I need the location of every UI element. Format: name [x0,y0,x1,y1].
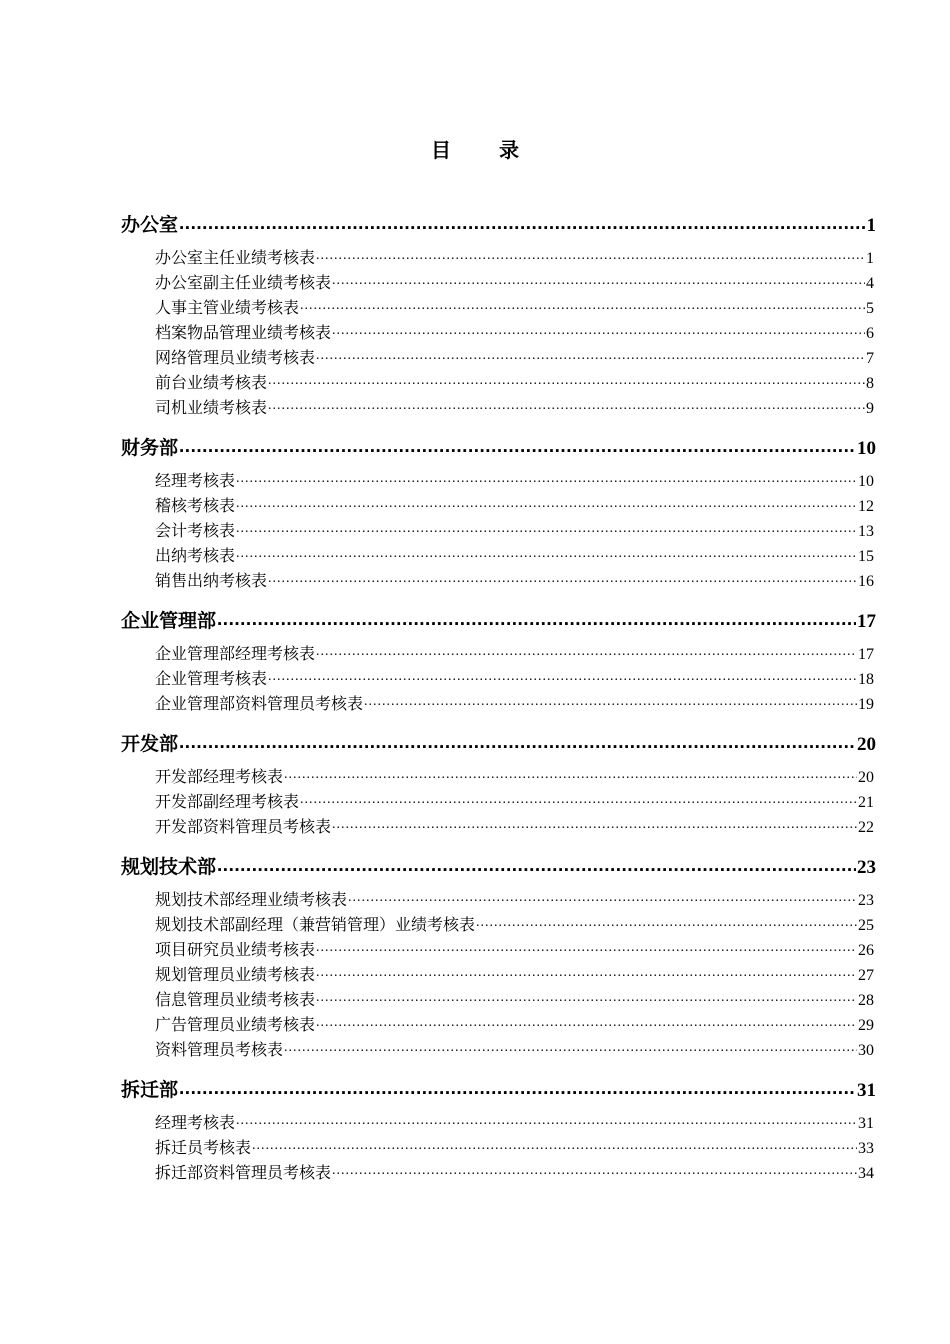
dot-leader [236,543,857,568]
dot-leader [284,1037,857,1062]
toc-subentry-list [121,465,876,593]
toc-subentry-label: 出纳考核表 [155,546,236,565]
toc-subentry-label: 拆迁部资料管理员考核表 [155,1163,332,1182]
toc-subentry-list [121,1107,876,1185]
dot-leader [217,852,856,884]
toc-subentry-label: 开发部资料管理员考核表 [155,817,332,836]
toc-subentry-page-number: 30 [858,1042,874,1059]
dot-leader [300,789,857,814]
toc-subentry[interactable] [121,814,876,839]
toc-subentry-page-number: 31 [858,1115,874,1132]
dot-leader [268,666,857,691]
toc-section-entry[interactable] [121,852,876,884]
dot-leader [476,912,857,937]
toc-section-page-number: 23 [857,857,876,878]
toc-section-page-number: 31 [857,1080,876,1101]
toc-subentry-page-number: 1 [866,250,874,267]
toc-subentry-label: 拆迁员考核表 [155,1138,252,1157]
toc-subentry-label: 资料管理员考核表 [155,1040,284,1059]
toc-subentry[interactable] [121,962,876,987]
toc-subentry[interactable] [121,887,876,912]
dot-leader [348,887,857,912]
toc-section-label: 开发部 [121,733,179,755]
toc-subentry-page-number: 8 [866,375,874,392]
dot-leader [236,468,857,493]
toc-section-entry[interactable] [121,606,876,638]
page-title: 目 录 [431,138,533,162]
toc-subentry-label: 广告管理员业绩考核表 [155,1015,316,1034]
toc-subentry-page-number: 29 [858,1017,874,1034]
toc-subentry-page-number: 26 [858,942,874,959]
toc-subentry-label: 司机业绩考核表 [155,398,268,417]
dot-leader [252,1135,857,1160]
toc-subentry-page-number: 13 [858,523,874,540]
toc-subentry-list [121,242,876,420]
toc-section-label: 规划技术部 [121,856,217,878]
toc-subentry-page-number: 27 [858,967,874,984]
toc-subentry[interactable] [121,468,876,493]
toc-subentry-label: 经理考核表 [155,1113,236,1132]
dot-leader [332,270,865,295]
toc-subentry-page-number: 17 [858,646,874,663]
toc-subentry-label: 稽核考核表 [155,496,236,515]
dot-leader [316,1012,857,1037]
toc-subentry-page-number: 25 [858,917,874,934]
toc-subentry-label: 办公室副主任业绩考核表 [155,273,332,292]
toc-subentry[interactable] [121,987,876,1012]
toc-subentry-label: 办公室主任业绩考核表 [155,248,316,267]
toc-subentry[interactable] [121,543,876,568]
toc-subentry[interactable] [121,270,876,295]
toc-subentry[interactable] [121,518,876,543]
dot-leader [332,1160,857,1185]
toc-subentry[interactable] [121,764,876,789]
toc-subentry-label: 会计考核表 [155,521,236,540]
toc-subentry[interactable] [121,937,876,962]
toc-subentry[interactable] [121,1037,876,1062]
toc-subentry-page-number: 18 [858,671,874,688]
toc-subentry[interactable] [121,912,876,937]
toc-subentry-label: 销售出纳考核表 [155,571,268,590]
toc-subentry[interactable] [121,1160,876,1185]
toc-subentry-label: 规划管理员业绩考核表 [155,965,316,984]
toc-subentry-label: 网络管理员业绩考核表 [155,348,316,367]
dot-leader [316,245,865,270]
dot-leader [364,691,857,716]
toc-subentry[interactable] [121,691,876,716]
toc-section-entry[interactable] [121,1075,876,1107]
toc-subentry-page-number: 33 [858,1140,874,1157]
toc-subentry-label: 规划技术部副经理（兼营销管理）业绩考核表 [155,915,476,934]
toc-subentry[interactable] [121,320,876,345]
toc-section-label: 拆迁部 [121,1079,179,1101]
toc-subentry-page-number: 22 [858,819,874,836]
toc-subentry[interactable] [121,370,876,395]
toc-subentry[interactable] [121,245,876,270]
dot-leader [316,937,857,962]
toc-section-label: 财务部 [121,437,179,459]
dot-leader [236,493,857,518]
dot-leader [316,345,865,370]
dot-leader [316,987,857,1012]
dot-leader [179,210,865,242]
toc-subentry[interactable] [121,1110,876,1135]
toc-subentry-label: 开发部经理考核表 [155,767,284,786]
toc-subentry-page-number: 34 [858,1165,874,1182]
toc-subentry[interactable] [121,568,876,593]
toc-subentry-label: 规划技术部经理业绩考核表 [155,890,348,909]
toc-subentry-page-number: 28 [858,992,874,1009]
toc-subentry-page-number: 21 [858,794,874,811]
toc-subentry[interactable] [121,641,876,666]
toc-subentry-page-number: 5 [866,300,874,317]
toc-subentry-label: 经理考核表 [155,471,236,490]
toc-subentry-page-number: 23 [858,892,874,909]
toc-subentry[interactable] [121,493,876,518]
dot-leader [179,1075,856,1107]
toc-subentry[interactable] [121,666,876,691]
toc-section-page-number: 20 [857,734,876,755]
toc-subentry-page-number: 19 [858,696,874,713]
dot-leader [316,641,857,666]
toc-section-page-number: 10 [857,438,876,459]
toc-subentry-page-number: 12 [858,498,874,515]
toc-subentry-label: 企业管理部经理考核表 [155,644,316,663]
toc-section-entry[interactable] [121,729,876,761]
dot-leader [236,1110,857,1135]
dot-leader [179,729,856,761]
dot-leader [300,295,865,320]
toc-section-page-number: 1 [866,215,876,236]
toc-subentry-label: 企业管理考核表 [155,669,268,688]
toc-subentry[interactable] [121,1135,876,1160]
toc-subentry-label: 企业管理部资料管理员考核表 [155,694,364,713]
toc-subentry-page-number: 10 [858,473,874,490]
toc-subentry-page-number: 6 [866,325,874,342]
dot-leader [268,370,865,395]
toc-subentry-page-number: 7 [866,350,874,367]
toc-subentry-label: 前台业绩考核表 [155,373,268,392]
toc-subentry-list [121,638,876,716]
toc-subentry[interactable] [121,295,876,320]
toc-subentry-label: 项目研究员业绩考核表 [155,940,316,959]
toc-section-label: 办公室 [121,214,179,236]
toc-subentry[interactable] [121,395,876,420]
toc-subentry-list [121,884,876,1062]
toc-section-label: 企业管理部 [121,610,217,632]
dot-leader [316,962,857,987]
toc-subentry-page-number: 16 [858,573,874,590]
table-of-contents [121,210,876,1185]
toc-subentry-list [121,761,876,839]
toc-section-entry[interactable] [121,433,876,465]
toc-subentry-label: 人事主管业绩考核表 [155,298,300,317]
toc-subentry-label: 档案物品管理业绩考核表 [155,323,332,342]
dot-leader [268,395,865,420]
toc-subentry[interactable] [121,1012,876,1037]
toc-subentry-label: 信息管理员业绩考核表 [155,990,316,1009]
dot-leader [332,320,865,345]
dot-leader [268,568,857,593]
toc-subentry[interactable] [121,789,876,814]
dot-leader [284,764,857,789]
dot-leader [217,606,856,638]
toc-subentry-label: 开发部副经理考核表 [155,792,300,811]
dot-leader [332,814,857,839]
toc-subentry-page-number: 9 [866,400,874,417]
toc-subentry-page-number: 15 [858,548,874,565]
toc-section-entry[interactable] [121,210,876,242]
toc-section-page-number: 17 [857,611,876,632]
dot-leader [236,518,857,543]
dot-leader [179,433,856,465]
toc-subentry[interactable] [121,345,876,370]
toc-subentry-page-number: 4 [866,275,874,292]
toc-subentry-page-number: 20 [858,769,874,786]
